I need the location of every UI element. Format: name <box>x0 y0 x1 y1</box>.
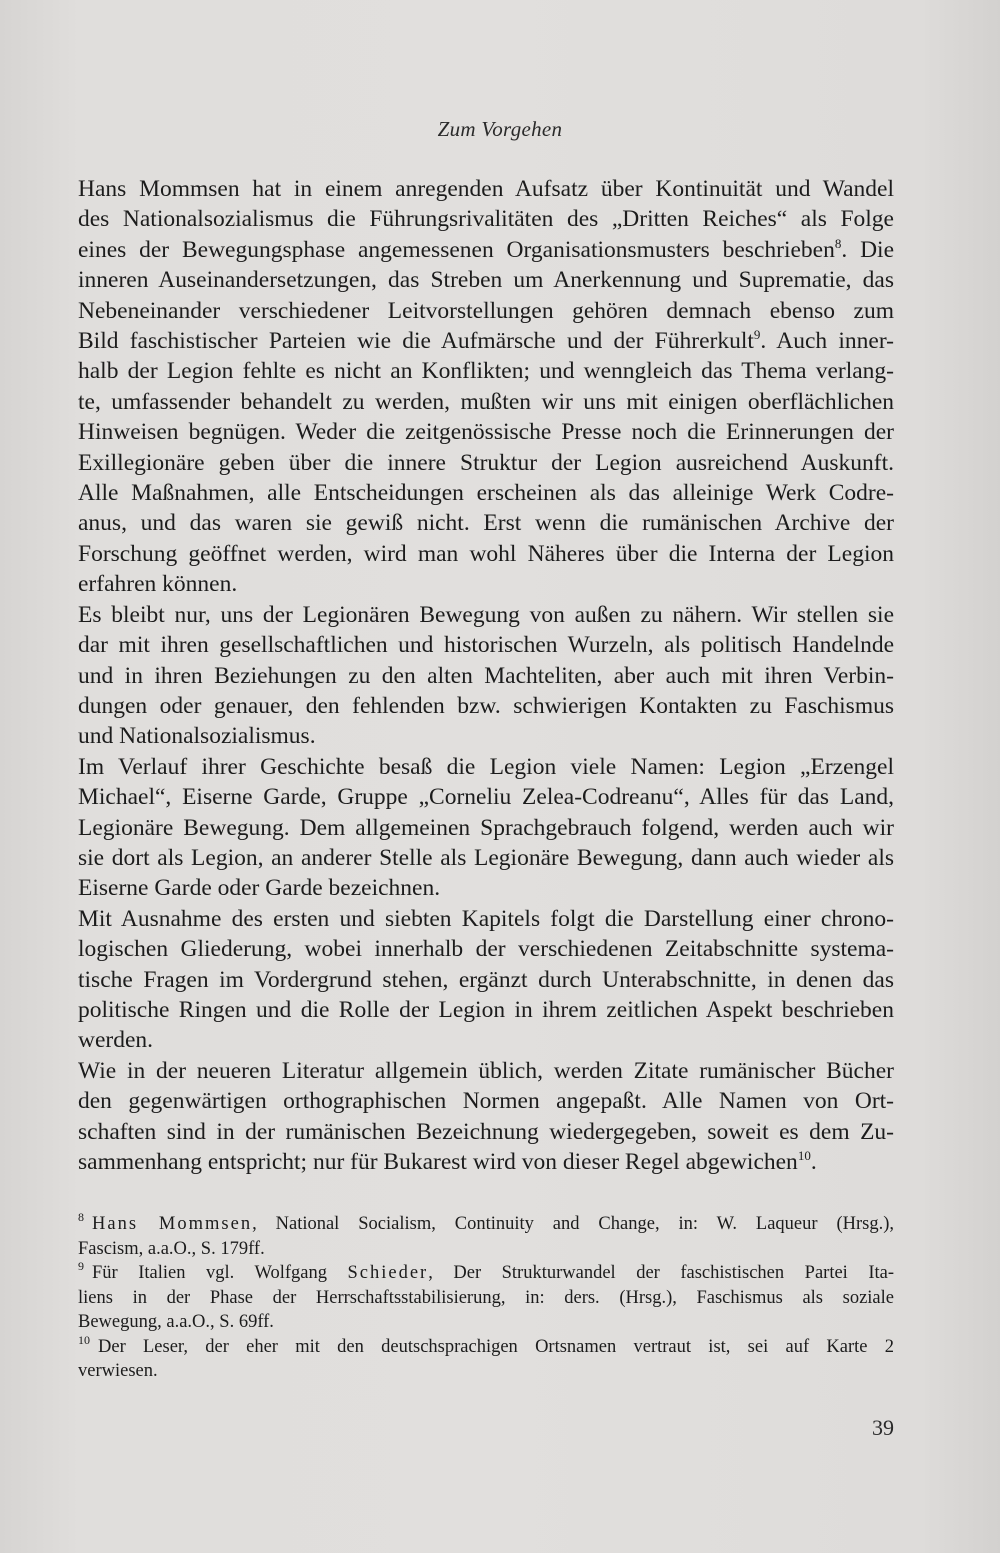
body-text <box>78 174 894 1177</box>
text-line: Forschung geöffnet werden, wird man wohl Näheres über die Interna der Legion <box>78 540 894 567</box>
text-line: Hans Mommsen hat in einem anregenden Aufsatz über Kontinuität und Wandel <box>78 176 894 202</box>
text-line: Im Verlauf ihrer Geschichte besaß die Legion viele Namen: Legion „Erzengel <box>78 753 894 780</box>
text-line: anus, und das waren sie gewiß nicht. Erst wenn die rumänischen Archive der <box>78 510 894 537</box>
paragraph <box>78 600 894 752</box>
text-line: den gegenwärtigen orthographischen Normen angepaßt. Alle Namen von Ort- <box>78 1088 894 1115</box>
footnote-author: Schieder <box>347 1263 429 1283</box>
footnote-10 <box>78 1332 894 1384</box>
text-line: tische Fragen im Vordergrund stehen, ergänzt durch Unterabschnitte, in denen das <box>78 966 894 993</box>
footnote-line <box>78 1212 894 1237</box>
text-line: eines der Bewegungsphase angemessenen Organisationsmusters beschrieben$^8$. Die <box>78 235 894 263</box>
footnote-line: verwiesen. <box>78 1361 158 1381</box>
text-line: Eiserne Garde oder Garde bezeichnen. <box>78 875 441 902</box>
text-line: dungen oder genauer, den fehlenden bzw. schwierigen Kontakten zu Faschismus <box>78 692 894 719</box>
text-line: des Nationalsozialismus die Führungsrivalitäten des „Dritten Reiches“ als Folge <box>78 206 894 233</box>
footnote-line <box>78 1332 894 1360</box>
text-line: Es bleibt nur, uns der Legionären Bewegung von außen zu nähern. Wir stellen sie <box>78 601 894 628</box>
text-line: Bild faschistischer Parteien wie die Aufmärsche und der Führerkult$^9$. Auch inner- <box>78 327 894 355</box>
text-line: erfahren können. <box>78 571 238 598</box>
text-line: sammenhang entspricht; nur für Bukarest wird von dieser Regel abgewichen$^{10}$. <box>78 1148 817 1175</box>
footnote-line: liens in der Phase der Herrschaftsstabilisierung, in: ders. (Hrsg.), Faschismus als soziale <box>78 1287 894 1308</box>
text-line: logischen Gliederung, wobei innerhalb der verschiedenen Zeitabschnitte systema- <box>78 936 894 963</box>
footnote-number: 8 <box>78 1210 84 1224</box>
footnote-number: 9 <box>78 1259 84 1273</box>
text-line: Legionäre Bewegung. Dem allgemeinen Sprachgebrauch folgend, werden auch wir <box>78 814 894 841</box>
text-line: und Nationalsozialismus. <box>78 723 316 750</box>
paragraph <box>78 752 894 904</box>
footnote-8 <box>78 1212 894 1261</box>
text-line: Hinweisen begnügen. Weder die zeitgenössische Presse noch die Erinnerungen der <box>78 419 894 446</box>
text-line: und in ihren Beziehungen zu den alten Machteliten, aber auch mit ihren Verbin- <box>78 662 894 689</box>
text-line: dar mit ihren gesellschaftlichen und historischen Wurzeln, als politisch Handelnde <box>78 632 894 659</box>
footnote-text: Für Italien vgl. Wolfgang <box>92 1263 348 1283</box>
text-line: politische Ringen und die Rolle der Legion in ihrem zeitlichen Aspekt beschrieben <box>78 996 894 1023</box>
footnotes <box>78 1212 894 1384</box>
paragraph <box>78 1056 894 1178</box>
text-line: halb der Legion fehlte es nicht an Konflikten; und wenngleich das Thema verlang- <box>78 358 894 385</box>
text-line: Exillegionäre geben über die innere Struktur der Legion ausreichend Auskunft. <box>78 449 894 476</box>
text-line: sie dort als Legion, an anderer Stelle als Legionäre Bewegung, dann auch wieder als <box>78 844 894 871</box>
text-line: inneren Auseinandersetzungen, das Streben um Anerkennung und Suprematie, das <box>78 267 894 294</box>
text-line: Alle Maßnahmen, alle Entscheidungen erscheinen als das alleinige Werk Codre- <box>78 480 894 507</box>
text-line: Nebeneinander verschiedener Leitvorstellungen gehören demnach ebenso zum <box>78 297 894 324</box>
footnote-text: , National Socialism, Continuity and Change, in: W. Laqueur (Hrsg.), <box>252 1214 894 1234</box>
footnote-line <box>78 1261 894 1286</box>
footnote-9 <box>78 1261 894 1335</box>
footnote-text: , Der Strukturwandel der faschistischen Partei Ita- <box>428 1263 895 1283</box>
footnote-marker: 8 <box>834 235 842 251</box>
text-line: Mit Ausnahme des ersten und siebten Kapitels folgt die Darstellung einer chrono- <box>78 905 894 932</box>
text-line: Michael“, Eiserne Garde, Gruppe „Corneliu Zelea-Codreanu“, Alles für das Land, <box>78 784 894 811</box>
footnote-number: 10 <box>78 1332 90 1347</box>
paragraph <box>78 174 894 600</box>
footnote-line: Fascism, a.a.O., S. 179ff. <box>78 1238 265 1259</box>
paragraph <box>78 904 894 1056</box>
footnote-marker: 9 <box>753 327 761 343</box>
text-line: Wie in der neueren Literatur allgemein üblich, werden Zitate rumänischer Bücher <box>78 1057 894 1084</box>
text-line: werden. <box>78 1027 154 1054</box>
footnote-text: Der Leser, der eher mit den deutschsprachigen Ortsnamen vertraut ist, sei auf Karte 2 <box>98 1336 894 1357</box>
running-head: Zum Vorgehen <box>437 117 563 141</box>
page-number: 39 <box>872 1415 894 1440</box>
text-line: te, umfassender behandelt zu werden, mußten wir uns mit einigen oberflächlichen <box>78 388 894 415</box>
text-line: schaften sind in der rumänischen Bezeichnung wiedergegeben, soweit es dem Zu- <box>78 1118 894 1145</box>
footnote-author: Hans Mommsen <box>92 1214 253 1234</box>
footnote-line: Bewegung, a.a.O., S. 69ff. <box>78 1312 274 1332</box>
footnote-marker: 10 <box>797 1148 811 1163</box>
